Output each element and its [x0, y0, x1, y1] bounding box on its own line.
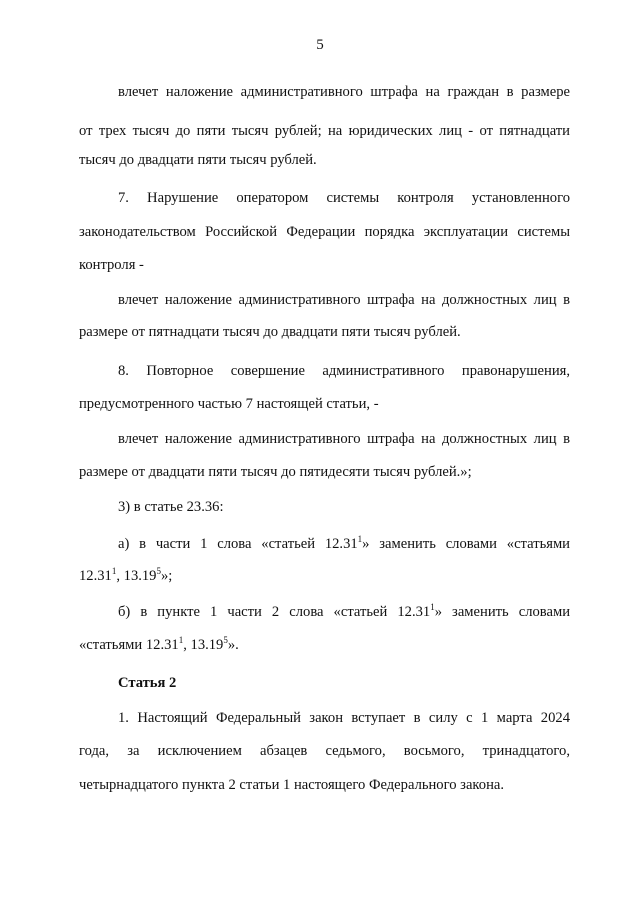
text-line: 12.31$^1$, 13.19$^5$»;: [79, 566, 173, 584]
text-line: влечет наложение административного штрафа на должностных лиц в: [118, 431, 570, 447]
text-line: тысяч до двадцати пяти тысяч рублей.: [79, 152, 317, 168]
text-line: а) в части 1 слова «статьей 12.31$^1$» заменить словами «статьями: [118, 534, 570, 552]
text-line: размере от двадцати пяти тысяч до пятидесяти тысяч рублей.»;: [79, 464, 472, 480]
text-line: б) в пункте 1 части 2 слова «статьей 12.31$^1$» заменить словами: [118, 602, 570, 620]
text-line: 7. Нарушение оператором системы контроля установленного: [118, 190, 570, 206]
text-line: года, за исключением абзацев седьмого, восьмого, тринадцатого,: [79, 743, 570, 759]
article-heading: Статья 2: [118, 675, 177, 691]
page-number: 5: [316, 37, 324, 53]
text-line: контроля -: [79, 257, 144, 273]
text-line: законодательством Российской Федерации порядка эксплуатации системы: [79, 224, 570, 240]
text-line: 8. Повторное совершение административного правонарушения,: [118, 363, 570, 379]
text-line: 3) в статье 23.36:: [118, 499, 224, 515]
text-line: «статьями 12.31$^1$, 13.19$^5$».: [79, 635, 239, 653]
text-line: от трех тысяч до пяти тысяч рублей; на юридических лиц - от пятнадцати: [79, 123, 570, 139]
text-line: влечет наложение административного штрафа на граждан в размере: [118, 84, 570, 100]
text-line: влечет наложение административного штрафа на должностных лиц в: [118, 292, 570, 308]
text-line: 1. Настоящий Федеральный закон вступает в силу с 1 марта 2024: [118, 710, 570, 726]
text-line: размере от пятнадцати тысяч до двадцати пяти тысяч рублей.: [79, 324, 461, 340]
text-line: четырнадцатого пункта 2 статьи 1 настоящего Федерального закона.: [79, 777, 504, 793]
text-line: предусмотренного частью 7 настоящей статьи, -: [79, 396, 379, 412]
